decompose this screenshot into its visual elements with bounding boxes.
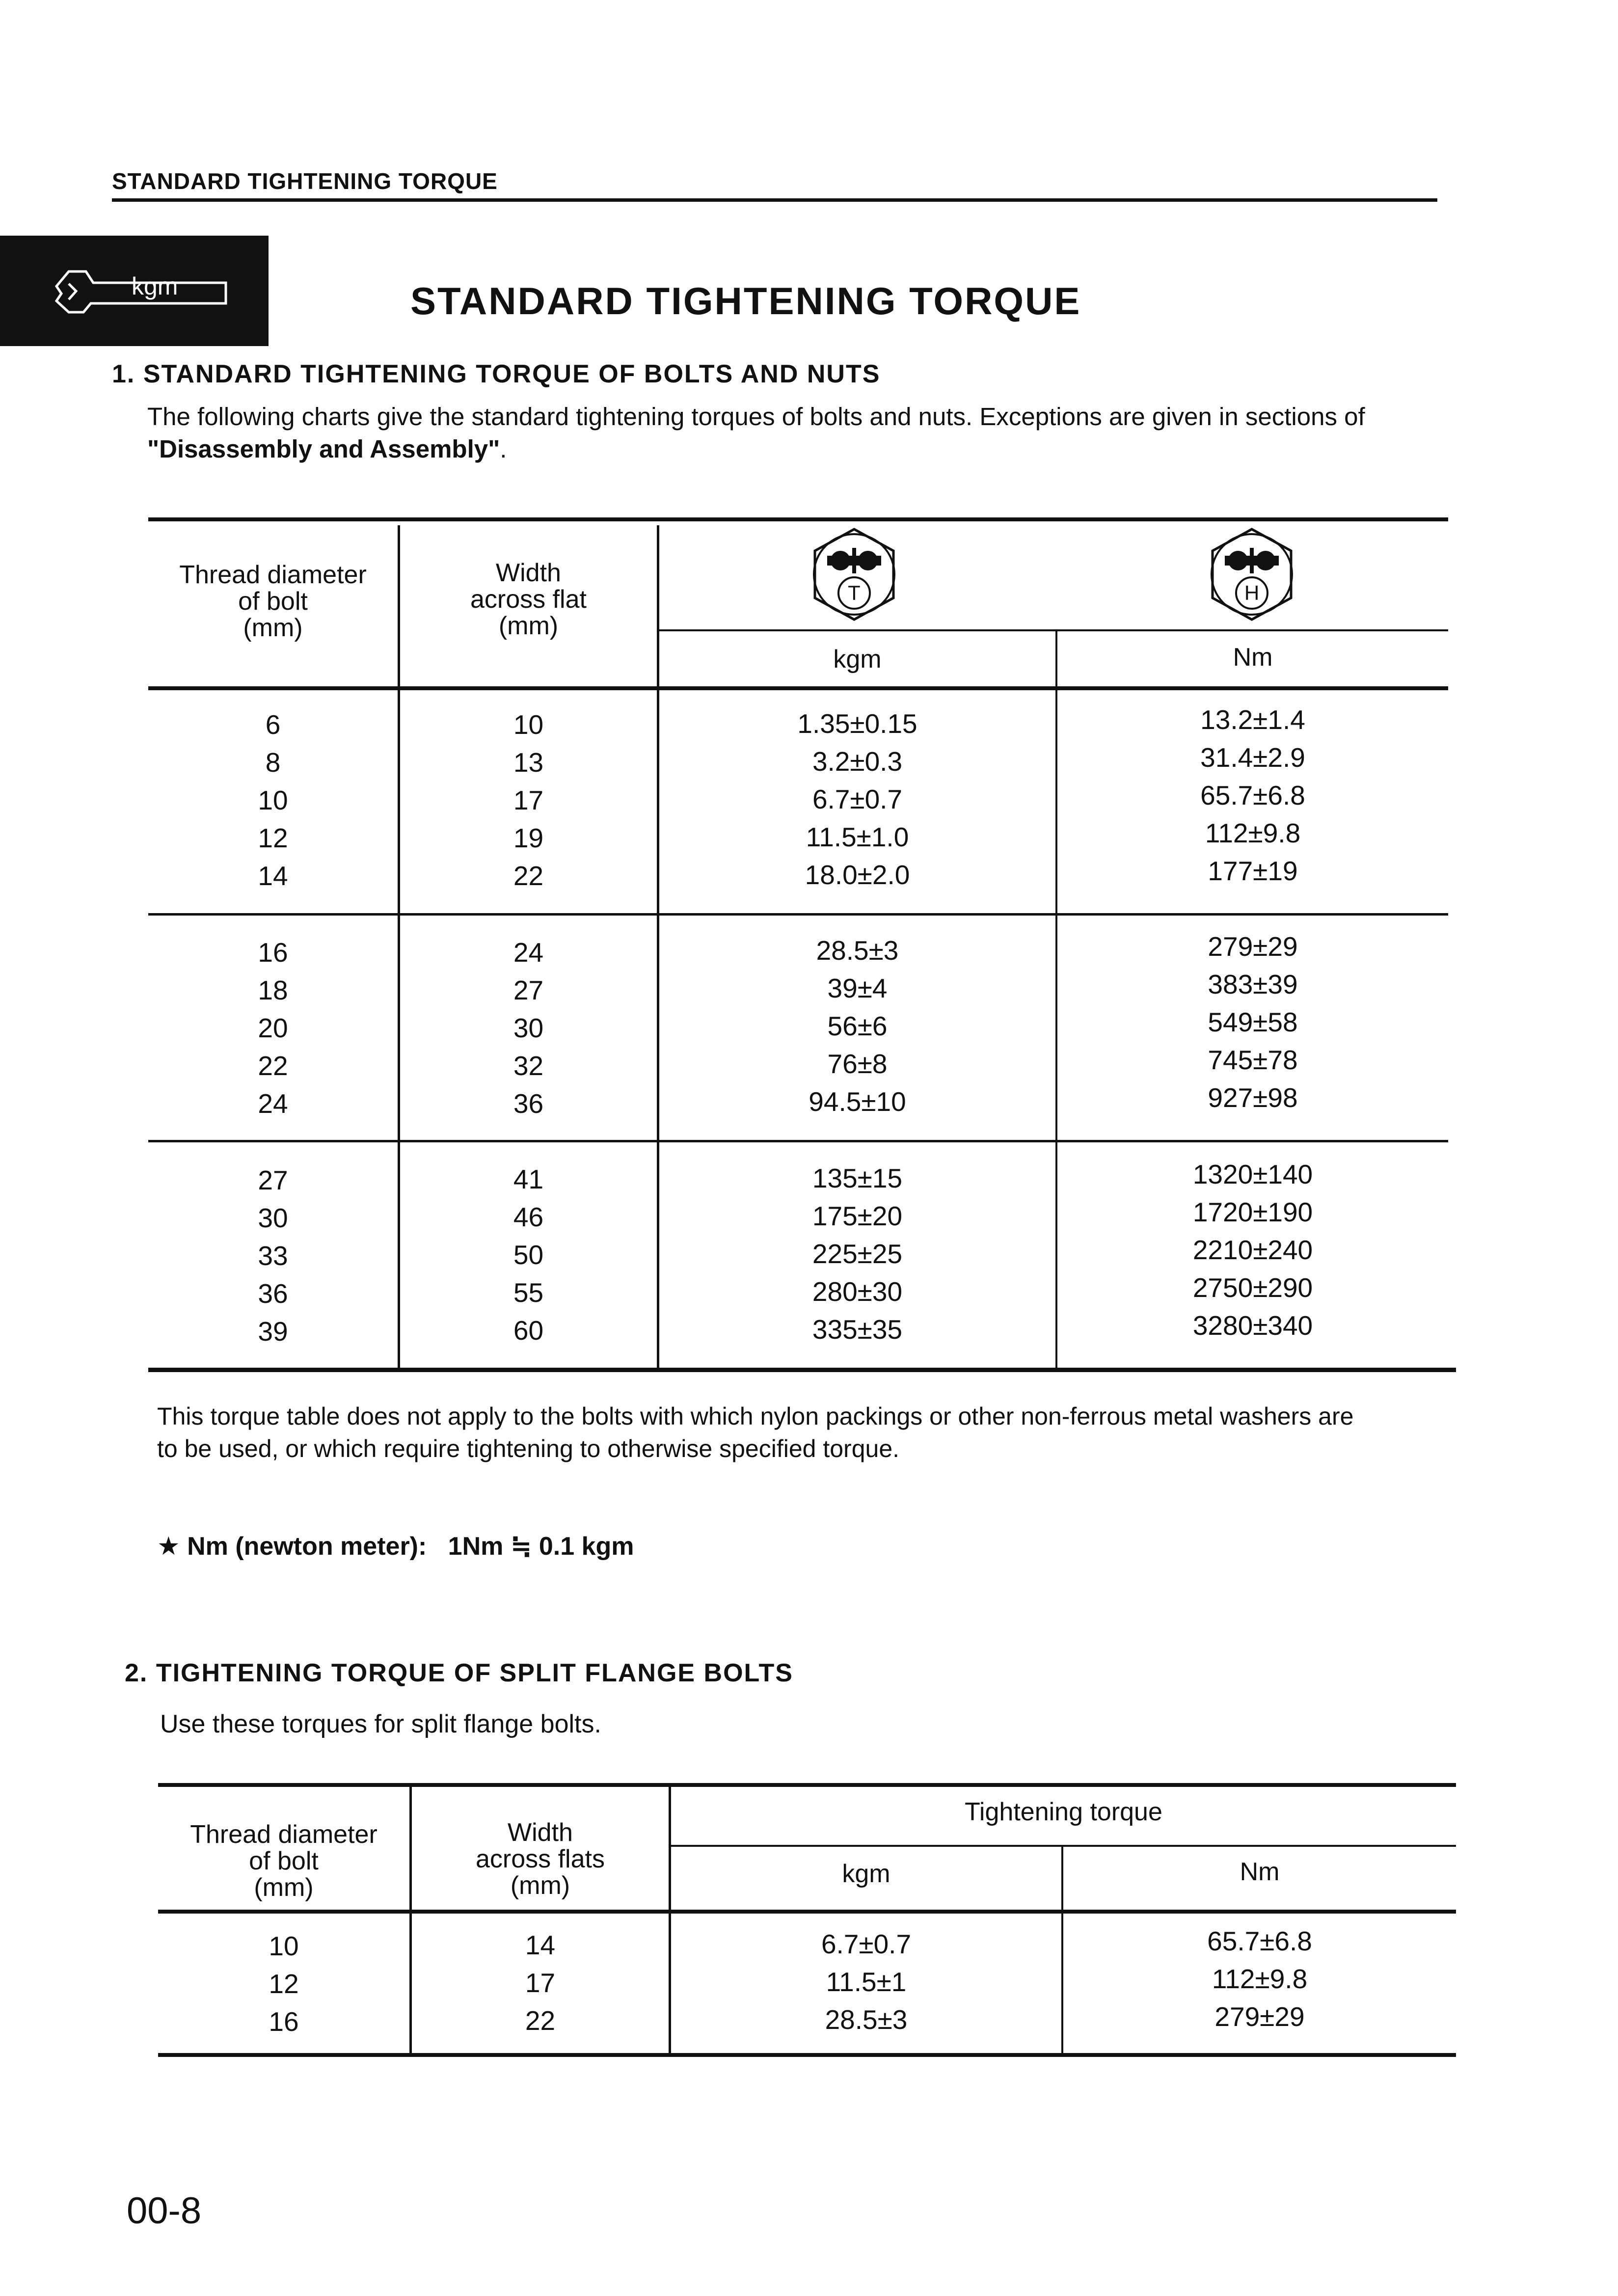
header-width-across-flat: Width across flat (mm) (470, 559, 587, 640)
page-number: 00-8 (127, 2190, 202, 2232)
header-kgm: kgm (842, 1860, 890, 1888)
thread-column: 16 18 20 22 24 (258, 937, 288, 1119)
header-rule (112, 198, 1437, 202)
section-1-title: 1. STANDARD TIGHTENING TORQUE OF BOLTS AND NUTS (112, 360, 881, 388)
bolt-t-icon (805, 525, 903, 623)
footnote-label: Nm (newton meter): (187, 1532, 427, 1561)
table-note: This torque table does not apply to the bolts with which nylon packings or other non-ferrous metal washers are to be used, or which require tightening to otherwise specified torque. (157, 1403, 1354, 1462)
nm-column: 279±29 383±39 549±58 745±78 927±98 (1208, 931, 1298, 1113)
section-2-intro: Use these torques for split flange bolts. (160, 1710, 601, 1738)
kgm-column: 1.35±0.15 3.2±0.3 6.7±0.7 11.5±1.0 18.0±2.0 (797, 708, 917, 890)
torque-badge (0, 236, 269, 346)
intro-end: . (500, 435, 507, 463)
thread-column: 10 12 16 (269, 1931, 299, 2037)
kgm-column: 6.7±0.7 11.5±1 28.5±3 (821, 1929, 912, 2035)
thread-column: 27 30 33 36 39 (258, 1165, 288, 1347)
badge-label: kgm (132, 272, 178, 300)
kgm-column: 28.5±3 39±4 56±6 76±8 94.5±10 (809, 935, 906, 1117)
footnote-value: 1Nm ≒ 0.1 kgm (448, 1532, 634, 1561)
width-column: 14 17 22 (525, 1930, 556, 2036)
header-kgm: kgm (833, 645, 882, 674)
header-nm: Nm (1233, 643, 1273, 672)
thread-column: 6 8 10 12 14 (258, 709, 288, 891)
nm-column: 13.2±1.4 31.4±2.9 65.7±6.8 112±9.8 177±19 (1200, 704, 1305, 886)
intro-text: The following charts give the standard tightening torques of bolts and nuts. Exceptions are given in sections of (147, 403, 1365, 431)
section-1-intro (147, 401, 1453, 465)
width-column: 24 27 30 32 36 (513, 937, 544, 1119)
kgm-column: 135±15 175±20 225±25 280±30 335±35 (812, 1163, 903, 1345)
header-nm: Nm (1240, 1858, 1280, 1886)
star-icon: ★ (157, 1532, 180, 1561)
header-thread-diameter: Thread diameter of bolt (mm) (179, 561, 367, 642)
width-column: 10 13 17 19 22 (513, 709, 544, 891)
header-tightening-torque: Tightening torque (965, 1798, 1162, 1826)
header-width-across-flats: Width across flats (mm) (476, 1818, 605, 1900)
header-thread-diameter: Thread diameter of bolt (mm) (190, 1820, 378, 1902)
symbol-t-label: T (848, 581, 861, 604)
nm-column: 65.7±6.8 112±9.8 279±29 (1207, 1926, 1312, 2032)
intro-reference: "Disassembly and Assembly" (147, 435, 500, 463)
page-title: STANDARD TIGHTENING TORQUE (410, 279, 1081, 323)
nm-column: 1320±140 1720±190 2210±240 2750±290 3280±340 (1192, 1159, 1313, 1341)
bolt-h-icon (1203, 525, 1301, 623)
unit-footnote (157, 1532, 634, 1561)
symbol-h-label: H (1244, 581, 1260, 604)
section-2-title: 2. TIGHTENING TORQUE OF SPLIT FLANGE BOLTS (125, 1659, 793, 1687)
running-header: STANDARD TIGHTENING TORQUE (112, 168, 498, 194)
width-column: 41 46 50 55 60 (513, 1164, 544, 1346)
